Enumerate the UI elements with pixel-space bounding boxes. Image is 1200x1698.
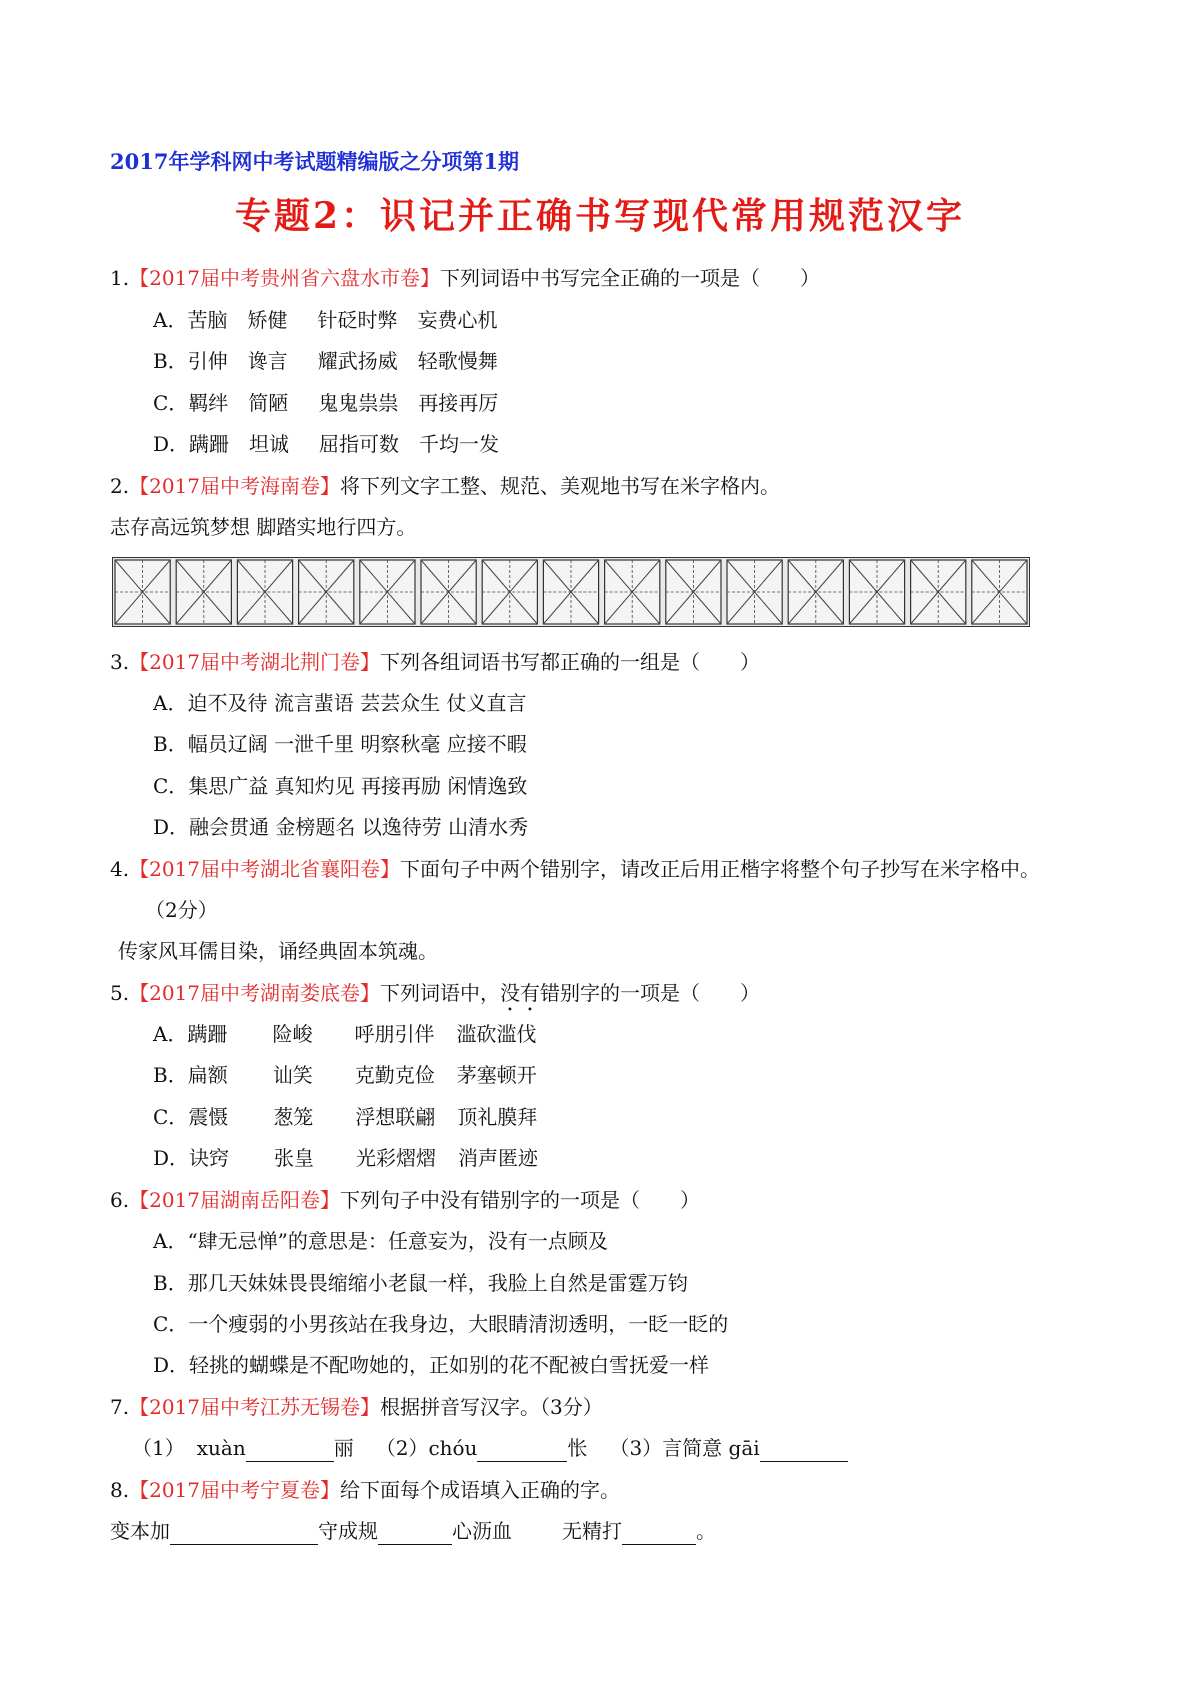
answer-blank[interactable] (622, 1522, 696, 1545)
mizige-cell[interactable] (849, 560, 904, 624)
mizige-cell[interactable] (788, 560, 843, 624)
mizige-cell[interactable] (543, 560, 598, 624)
option-a: A．蹒跚 险峻 呼朋引伴 滥砍滥伐 (153, 1022, 537, 1046)
question-1 (110, 264, 820, 292)
option-d: D．轻挑的蝴蝶是不配吻她的，正如别的花不配被白雪抚爱一样 (153, 1353, 710, 1377)
option-d: D．诀窍 张皇 光彩熠熠 消声匿迹 (153, 1146, 539, 1170)
option-b: B．引伸 谗言 耀武扬威 轻歌慢舞 (153, 349, 498, 373)
answer-blank[interactable] (170, 1522, 318, 1545)
question-source: 【2017届中考贵州省六盘水市卷】 (129, 266, 440, 290)
mizige-cell[interactable] (115, 560, 170, 624)
mizige-cell[interactable] (421, 560, 476, 624)
question-6: 6.【2017届湖南岳阳卷】下列句子中没有错别字的一项是（ ） (110, 1188, 700, 1212)
mizige-cell[interactable] (972, 560, 1027, 624)
copy-text: 志存高远筑梦想 脚踏实地行四方。 (110, 515, 417, 539)
idiom-items: 变本加 守成规 心沥血 无精打 。 (110, 1519, 716, 1543)
question-5: 5.【2017届中考湖南娄底卷】下列词语中，没有错别字的一项是（ ） (110, 981, 760, 1005)
mizige-cell[interactable] (482, 560, 537, 624)
question-2: 2.【2017届中考海南卷】将下列文字工整、规范、美观地书写在米字格内。 (110, 474, 780, 498)
mizige-cell[interactable] (911, 560, 966, 624)
option-c: C．集思广益 真知灼见 再接再励 闲情逸致 (153, 774, 528, 798)
mizige-cell[interactable] (666, 560, 721, 624)
mizige-cell[interactable] (727, 560, 782, 624)
question-4: 4.【2017届中考湖北省襄阳卷】下面句子中两个错别字，请改正后用正楷字将整个句子抄写在米字格中。 (110, 857, 1040, 881)
answer-blank[interactable] (477, 1439, 567, 1462)
answer-blank[interactable] (760, 1439, 848, 1462)
option-d: D．蹒跚 坦诚 屈指可数 千均一发 (153, 432, 500, 456)
option-c: C．羁绊 简陋 鬼鬼祟祟 再接再厉 (153, 391, 499, 415)
question-8: 8.【2017届中考宁夏卷】给下面每个成语填入正确的字。 (110, 1478, 620, 1502)
answer-blank[interactable] (246, 1439, 334, 1462)
question-3: 3.【2017届中考湖北荆门卷】下列各组词语书写都正确的一组是（ ） (110, 650, 760, 674)
question-stem: 下列词语中书写完全正确的一项是（ ） (440, 266, 820, 290)
option-b: B．幅员辽阔 一泄千里 明察秋毫 应接不暇 (153, 732, 527, 756)
option-a: A．苦脑 矫健 针砭时弊 妄费心机 (153, 308, 498, 332)
page-title: 专题2：识记并正确书写现代常用规范汉字 (234, 195, 966, 237)
option-c: C．震慑 葱笼 浮想联翩 顶礼膜拜 (153, 1105, 538, 1129)
mizige-cell[interactable] (605, 560, 660, 624)
option-d: D．融会贯通 金榜题名 以逸待劳 山清水秀 (153, 815, 529, 839)
option-a: A．迫不及待 流言蜚语 芸芸众生 仗义直言 (153, 691, 527, 715)
mizige-cell[interactable] (299, 560, 354, 624)
series-header: 2017年学科网中考试题精编版之分项第1期 (110, 149, 520, 174)
answer-blank[interactable] (378, 1522, 452, 1545)
option-b: B．扁额 讪笑 克勤克俭 茅塞顿开 (153, 1063, 537, 1087)
mizige-cell[interactable] (360, 560, 415, 624)
question-7: 7.【2017届中考江苏无锡卷】根据拼音写汉字。（3分） (110, 1395, 603, 1419)
mizige-cell[interactable] (176, 560, 231, 624)
pinyin-items: （1） xuàn 丽 （2）chóu 怅 （3）言简意 gāi (132, 1434, 848, 1462)
mizige-cell[interactable] (237, 560, 292, 624)
mizige-grid[interactable] (112, 557, 1030, 627)
copy-text: 传家风耳儒目染，诵经典固本筑魂。 (118, 939, 438, 963)
emphasized-word: 没有 (500, 981, 540, 1005)
option-a: A．“肆无忌惮”的意思是：任意妄为，没有一点顾及 (153, 1229, 608, 1253)
option-b: B．那几天妹妹畏畏缩缩小老鼠一样，我脸上自然是雷霆万钧 (153, 1271, 688, 1295)
question-score: （2分） (145, 898, 218, 922)
question-number: 1. (110, 266, 130, 290)
option-c: C．一个瘦弱的小男孩站在我身边，大眼睛清沏透明，一眨一眨的 (153, 1312, 729, 1336)
